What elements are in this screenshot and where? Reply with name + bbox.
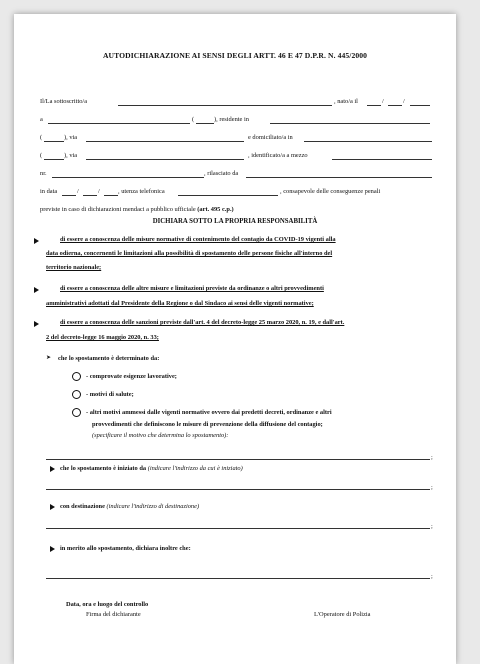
destination-address-field[interactable] <box>46 528 430 529</box>
residence-street-field[interactable] <box>86 141 244 142</box>
determined-heading: che lo spostamento è determinato da: <box>58 355 160 362</box>
paragraph-3-line-1: di essere a conoscenza delle sanzioni previste dall'art. 4 del decreto-legge 25 marzo 2020, n. 19, e dall'art. <box>60 319 345 326</box>
paragraph-3-line-2: 2 del decreto-legge 16 maggio 2020, n. 33; <box>46 334 159 341</box>
arrow-bullet-icon <box>34 238 39 244</box>
residence-label: ), residente in <box>214 116 249 123</box>
paren-open: ( <box>40 152 43 159</box>
birthplace-prefix: a <box>40 116 43 123</box>
domicile-label: e domiciliato/a in <box>248 134 293 141</box>
arrow-bullet-icon <box>34 321 39 327</box>
arrow-bullet-icon <box>50 504 55 510</box>
control-place-label: Data, ora e luogo del controllo <box>66 601 149 608</box>
doc-number-field[interactable] <box>52 177 204 178</box>
birth-day-field[interactable] <box>367 105 381 106</box>
birthplace-field[interactable] <box>48 123 190 124</box>
start-heading: che lo spostamento è iniziato da (indicare l'indirizzo da cui è iniziato) <box>60 465 243 472</box>
date-separator: / <box>403 98 405 105</box>
semicolon: ; <box>431 454 433 461</box>
declares-heading: DICHIARA SOTTO LA PROPRIA RESPONSABILITÀ <box>152 218 318 225</box>
phone-label: , utenza telefonica <box>118 188 165 195</box>
signature-label: Firma del dichiarante <box>86 611 141 618</box>
issued-label: , rilasciato da <box>204 170 239 177</box>
paragraph-1-line-1: di essere a conoscenza delle misure normative di contenimento del contagio da COVID-19 vigenti alla <box>60 236 336 243</box>
residence-field[interactable] <box>270 123 430 124</box>
declarant-label: Il/La sottoscritto/a <box>40 98 88 105</box>
aware-label: , consapevole delle conseguenze penali <box>280 188 381 195</box>
street-label: ), via <box>64 134 78 141</box>
document-page <box>14 14 456 664</box>
birth-province-field[interactable] <box>196 123 214 124</box>
issue-year-field[interactable] <box>104 195 118 196</box>
paren-open: ( <box>40 134 43 141</box>
issuer-field[interactable] <box>246 177 432 178</box>
name-field[interactable] <box>118 105 332 106</box>
domicile-province-field[interactable] <box>44 159 64 160</box>
date-separator: / <box>382 98 384 105</box>
option-other-label-1: - altri motivi ammessi dalle vigenti normative ovvero dai predetti decreti, ordinanze e altri <box>86 409 332 416</box>
penalty-text: previste in caso di dichiarazioni mendaci a pubblico ufficiale (art. 495 c.p.) <box>40 206 234 213</box>
semicolon: ; <box>431 484 433 491</box>
paren-open: ( <box>192 116 195 123</box>
paragraph-2-line-2: amministrativi adottati dal Presidente della Regione o dal Sindaco ai sensi delle vigenti normative; <box>46 300 314 307</box>
destination-heading: con destinazione (indicare l'indirizzo di destinazione) <box>60 503 200 510</box>
date-separator: / <box>98 188 100 195</box>
option-work-label: - comprovate esigenze lavorative; <box>86 373 177 380</box>
phone-field[interactable] <box>178 195 278 196</box>
semicolon: ; <box>431 573 433 580</box>
further-heading: in merito allo spostamento, dichiara inoltre che: <box>60 545 191 552</box>
doc-number-label: nr. <box>40 170 47 177</box>
start-address-field[interactable] <box>46 489 430 490</box>
arrow-bullet-icon <box>50 466 55 472</box>
birth-month-field[interactable] <box>388 105 402 106</box>
domicile-field[interactable] <box>304 141 432 142</box>
other-reason-field[interactable] <box>46 459 430 460</box>
option-other-radio[interactable] <box>72 408 81 417</box>
birth-year-field[interactable] <box>410 105 430 106</box>
residence-province-field[interactable] <box>44 141 64 142</box>
paragraph-2-line-1: di essere a conoscenza delle altre misure e limitazioni previste da ordinanze o altri provvedimenti <box>60 285 324 292</box>
issue-day-field[interactable] <box>62 195 76 196</box>
born-label: , nato/a il <box>334 98 358 105</box>
option-other-hint: (specificare il motivo che determina lo spostamento): <box>92 432 229 439</box>
date-separator: / <box>77 188 79 195</box>
document-title: AUTODICHIARAZIONE AI SENSI DEGLI ARTT. 46 E 47 D.P.R. N. 445/2000 <box>102 51 368 60</box>
street-label: ), via <box>64 152 78 159</box>
officer-label: L'Operatore di Polizia <box>314 611 371 618</box>
option-health-radio[interactable] <box>72 390 81 399</box>
option-other-label-2: provvedimenti che definiscono le misure di prevenzione della diffusione del contagio; <box>92 421 323 428</box>
domicile-street-field[interactable] <box>86 159 244 160</box>
option-health-label: - motivi di salute; <box>86 391 134 398</box>
option-work-radio[interactable] <box>72 372 81 381</box>
arrow-bullet-icon <box>34 287 39 293</box>
paragraph-1-line-2: data odierna, concernenti le limitazioni alla possibilità di spostamento delle persone fisiche all'interno del <box>46 250 333 257</box>
paragraph-1-line-3: territorio nazionale; <box>46 264 102 271</box>
semicolon: ; <box>431 523 433 530</box>
small-arrow-icon: ➤ <box>46 355 52 361</box>
identified-label: , identificato/a a mezzo <box>248 152 308 159</box>
issue-date-label: in data <box>40 188 58 195</box>
issue-month-field[interactable] <box>83 195 97 196</box>
arrow-bullet-icon <box>50 546 55 552</box>
further-declaration-field[interactable] <box>46 578 430 579</box>
id-document-field[interactable] <box>332 159 432 160</box>
